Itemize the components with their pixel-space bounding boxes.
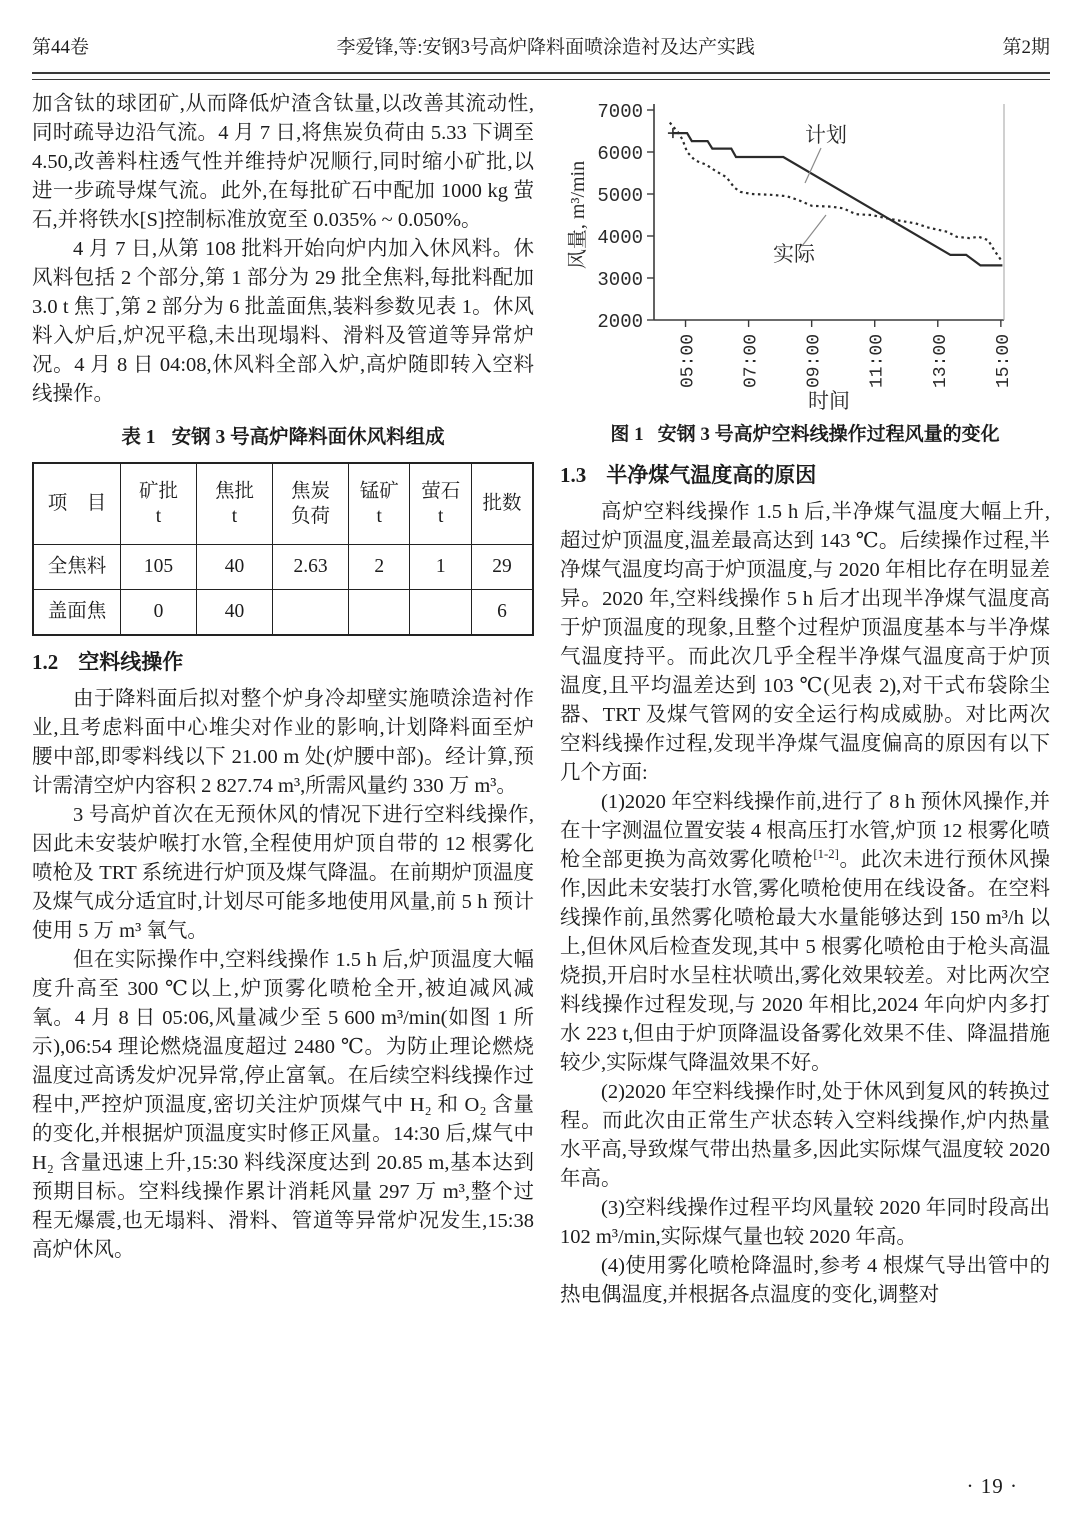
table1-caption xyxy=(32,423,534,452)
header-issue: 第2期 xyxy=(1002,37,1050,58)
header-running-title: 李爱锋,等:安钢3号高炉降料面喷涂造衬及达产实践 xyxy=(336,37,756,58)
figure1-caption-text: 安钢 3 号高炉空料线操作过程风量的变化 xyxy=(657,424,1000,445)
table-row: 盖面焦 0 40 6 xyxy=(33,590,533,636)
two-column-body xyxy=(32,90,1050,1310)
figure1-chart xyxy=(564,92,1034,418)
paragraph: 4 月 7 日,从第 108 批料开始向炉内加入休风料。休风料包括 2 个部分,第 1 部分为 29 批全焦料,每批料配加 3.0 t 焦丁,第 2 部分为 6 批盖面焦,装料参数见表 1。休风料入炉后,炉况平稳,未出现塌料、滑料及管道等异常炉况。4 月 8 日 04:08,休风料全部入炉,高炉随即转入空料线操作。 xyxy=(32,238,534,405)
y-tick-label: 7000 xyxy=(597,101,643,123)
table-header-row xyxy=(33,463,533,545)
y-tick-label: 3000 xyxy=(597,269,643,291)
header-volume: 第44卷 xyxy=(32,37,90,58)
paragraph: 3 号高炉首次在无预休风的情况下进行空料线操作,因此未安装炉喉打水管,全程使用炉顶自带的 12 根雾化喷枪及 TRT 系统进行炉顶及煤气降温。在前期炉顶温度及煤气成分适宜时,计划尽可能多地使用风量,前 5 h 预计使用 5 万 m³ 氧气。 xyxy=(32,804,534,942)
citation-ref: [1-2] xyxy=(813,847,839,862)
x-tick-label: 09:00 xyxy=(804,334,825,389)
table-header-cell: 锰矿 t xyxy=(349,463,410,545)
series-label: 计划 xyxy=(805,123,847,147)
y-axis-title: 风量, m³/min xyxy=(567,160,589,270)
table1 xyxy=(32,462,534,636)
x-tick-label: 15:00 xyxy=(993,334,1014,389)
right-column xyxy=(560,90,1050,1310)
x-tick-label: 13:00 xyxy=(930,334,951,389)
paragraph: 加含钛的球团矿,从而降低炉渣含钛量,以改善其流动性,同时疏导边沿气流。4 月 7 日,将焦炭负荷由 5.33 下调至 4.50,改善料柱透气性并维持炉况顺行,同时缩小矿批,以进一步疏导煤气流。此外,在每批矿石中配加 1000 kg 萤石,并将铁水[S]控制标准放宽至 0.035% ~ 0.050%。 xyxy=(32,93,534,231)
left-column xyxy=(32,90,534,1310)
paragraph: (4)使用雾化喷枪降温时,参考 4 根煤气导出管中的热电偶温度,并根据各点温度的变化,调整对 xyxy=(560,1255,1050,1306)
table1-caption-label: 表 1 xyxy=(121,427,156,448)
x-axis-title: 时间 xyxy=(808,389,850,413)
paragraph: 高炉空料线操作 1.5 h 后,半净煤气温度大幅上升,超过炉顶温度,温差最高达到 143 ℃。后续操作过程,半净煤气温度均高于炉顶温度,与 2020 年相比存在明显差异。2020 年,空料线操作 5 h 后才出现半净煤气温度高于炉顶温度的现象,且整个过程炉顶温度基本与半净煤气温度持平。而此次几乎全程半净煤气温度高于炉顶温度,且平均温差达到 103 ℃(见表 2),对干式布袋除尘器、TRT 及煤气管网的安全运行构成威胁。对比两次空料线操作过程,发现半净煤气温度偏高的原因有以下几个方面: xyxy=(560,501,1050,784)
series-solid xyxy=(673,133,1003,265)
section-heading-1-2: 1.2 空料线操作 xyxy=(32,650,184,674)
x-tick-label: 05:00 xyxy=(678,334,699,389)
y-tick-label: 5000 xyxy=(597,185,643,207)
y-tick-label: 2000 xyxy=(597,311,643,333)
paragraph: (1)2020 年空料线操作前,进行了 8 h 预休风操作,并在十字测温位置安装 4 根高压打水管,炉顶 12 根雾化喷枪全部更换为高效雾化喷枪[1-2]。此次未进行预休风操作,因此未安装打水管,雾化喷枪使用在线设备。在空料线操作前,虽然雾化喷枪最大水量能够达到 150 m³/h 以上,但休风后检查发现,其中 5 根雾化喷枪由于枪头高温烧损,开启时水呈柱状喷出,雾化效果较差。对比两次空料线操作过程发现,与 2020 年相比,2024 年向炉内多打水 223 t,但由于炉顶降温设备雾化效果不佳、降温措施较少,实际煤气降温效果不好。 xyxy=(560,791,1051,1074)
figure1 xyxy=(560,92,1050,418)
paragraph: (3)空料线操作过程平均风量较 2020 年同时段高出 102 m³/min,实际煤气量也较 2020 年高。 xyxy=(560,1197,1050,1248)
table-header-cell: 项 目 xyxy=(33,463,121,545)
table-header-cell: 焦批 t xyxy=(197,463,273,545)
table1-caption-text: 安钢 3 号高炉降料面休风料组成 xyxy=(171,427,445,448)
table-row: 全焦料 105 40 2.63 2 1 29 xyxy=(33,545,533,590)
table-header-cell: 萤石 t xyxy=(410,463,471,545)
figure1-caption xyxy=(560,420,1050,449)
header-double-rule xyxy=(32,72,1050,80)
page-number: · 19 · xyxy=(966,1474,1018,1498)
y-tick-label: 6000 xyxy=(597,143,643,165)
y-tick-label: 4000 xyxy=(597,227,643,249)
section-heading-1-3: 1.3 半净煤气温度高的原因 xyxy=(560,463,817,487)
table-header-cell: 批数 xyxy=(471,463,533,545)
table-header-cell: 矿批 t xyxy=(121,463,197,545)
page-header xyxy=(32,32,1050,59)
x-tick-label: 11:00 xyxy=(867,334,888,389)
table-header-cell: 焦炭 负荷 xyxy=(273,463,349,545)
paragraph: 但在实际操作中,空料线操作 1.5 h 后,炉顶温度大幅度升高至 300 ℃以上,炉顶雾化喷枪全开,被迫减风减氧。4 月 8 日 05:06,风量减少至 5 600 m³/min(如图 1 所示),06:54 理论燃烧温度超过 2480 ℃。为防止理论燃烧温度过高诱发炉况异常,停止富氧。在后续空料线操作过程中,严控炉顶温度,密切关注炉顶煤气中 H₂ 和 O₂ 含量的变化,并根据炉顶温度实时修正风量。14:30 后,煤气中 H₂ 含量迅速上升,15:30 料线深度达到 20.85 m,基本达到预期目标。空料线操作累计消耗风量 297 万 m³,整个过程无爆震,也无塌料、滑料、管道等异常炉况发生,15:38 高炉休风。 xyxy=(32,949,534,1261)
x-tick-label: 07:00 xyxy=(741,334,762,389)
paragraph: (2)2020 年空料线操作时,处于休风到复风的转换过程。而此次由正常生产状态转入空料线操作,炉内热量水平高,导致煤气带出热量多,因此实际煤气温度较 2020 年高。 xyxy=(560,1081,1050,1190)
series-label: 实际 xyxy=(773,242,815,266)
figure1-caption-label: 图 1 xyxy=(610,424,644,445)
paragraph: 由于降料面后拟对整个炉身冷却壁实施喷涂造衬作业,且考虑料面中心堆尖对作业的影响,计划降料面至炉腰中部,即零料线以下 21.00 m 处(炉腰中部)。经计算,预计需清空炉内容积 2 827.74 m³,所需风量约 330 万 m³。 xyxy=(32,688,534,797)
